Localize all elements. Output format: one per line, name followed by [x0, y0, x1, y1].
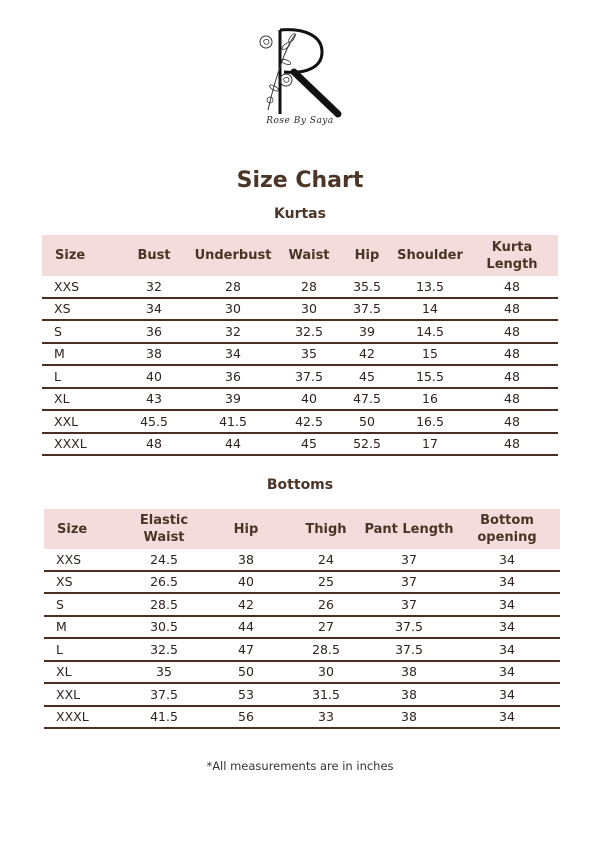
measurement-cell: 37 — [364, 593, 454, 616]
column-header: Shoulder — [394, 235, 466, 276]
kurtas-heading: Kurtas — [274, 206, 326, 222]
size-label-cell: XS — [42, 298, 120, 321]
size-label-cell: XS — [44, 571, 124, 594]
measurement-cell: 16 — [394, 388, 466, 411]
measurement-cell: 36 — [120, 320, 188, 343]
measurement-cell: 42 — [204, 593, 288, 616]
measurement-cell: 45.5 — [120, 410, 188, 433]
column-header: Bottom opening — [454, 509, 560, 549]
column-header: Hip — [340, 235, 394, 276]
measurement-cell: 37.5 — [364, 616, 454, 639]
measurement-cell: 44 — [188, 433, 278, 456]
table-row — [42, 410, 558, 433]
measurement-cell: 37.5 — [364, 638, 454, 661]
measurement-cell: 30 — [288, 661, 364, 684]
table-row — [42, 276, 558, 298]
table-row — [42, 343, 558, 366]
measurement-cell: 48 — [466, 320, 558, 343]
table-row — [44, 593, 560, 616]
measurement-cell: 28 — [188, 276, 278, 298]
measurement-cell: 35 — [278, 343, 340, 366]
measurement-cell: 48 — [466, 388, 558, 411]
table-row — [44, 616, 560, 639]
measurement-cell: 30 — [188, 298, 278, 321]
measurement-cell: 25 — [288, 571, 364, 594]
measurement-cell: 33 — [288, 706, 364, 729]
measurement-cell: 48 — [120, 433, 188, 456]
size-label-cell: XXS — [44, 549, 124, 571]
size-label-cell: S — [44, 593, 124, 616]
measurement-cell: 47 — [204, 638, 288, 661]
measurement-cell: 34 — [454, 616, 560, 639]
measurement-cell: 34 — [454, 593, 560, 616]
size-label-cell: XXXL — [44, 706, 124, 729]
measurement-cell: 36 — [188, 365, 278, 388]
measurement-cell: 38 — [364, 706, 454, 729]
measurement-cell: 52.5 — [340, 433, 394, 456]
measurement-cell: 40 — [120, 365, 188, 388]
column-header: Waist — [278, 235, 340, 276]
column-header: Pant Length — [364, 509, 454, 549]
measurement-cell: 43 — [120, 388, 188, 411]
measurement-cell: 35 — [124, 661, 204, 684]
measurement-cell: 28.5 — [288, 638, 364, 661]
table-header-row — [44, 509, 560, 549]
size-label-cell: M — [42, 343, 120, 366]
measurement-cell: 39 — [188, 388, 278, 411]
measurement-cell: 48 — [466, 410, 558, 433]
measurement-cell: 50 — [204, 661, 288, 684]
table-row — [42, 388, 558, 411]
table-row — [44, 571, 560, 594]
measurement-cell: 32.5 — [124, 638, 204, 661]
measurement-cell: 14 — [394, 298, 466, 321]
page-title: Size Chart — [236, 168, 364, 193]
measurement-cell: 38 — [364, 661, 454, 684]
measurement-cell: 34 — [454, 549, 560, 571]
measurement-cell: 14.5 — [394, 320, 466, 343]
measurement-cell: 26.5 — [124, 571, 204, 594]
measurement-cell: 28.5 — [124, 593, 204, 616]
table-row — [44, 638, 560, 661]
column-header: Elastic Waist — [124, 509, 204, 549]
measurement-cell: 37 — [364, 571, 454, 594]
measurement-cell: 15.5 — [394, 365, 466, 388]
measurement-cell: 48 — [466, 433, 558, 456]
measurement-cell: 44 — [204, 616, 288, 639]
measurement-cell: 34 — [120, 298, 188, 321]
measurement-cell: 31.5 — [288, 683, 364, 706]
measurement-cell: 45 — [340, 365, 394, 388]
measurement-cell: 38 — [364, 683, 454, 706]
size-label-cell: L — [44, 638, 124, 661]
measurement-cell: 16.5 — [394, 410, 466, 433]
table-row — [44, 661, 560, 684]
measurement-cell: 48 — [466, 365, 558, 388]
measurement-cell: 48 — [466, 343, 558, 366]
measurement-cell: 34 — [454, 661, 560, 684]
measurement-cell: 28 — [278, 276, 340, 298]
size-label-cell: S — [42, 320, 120, 343]
measurement-cell: 30.5 — [124, 616, 204, 639]
kurtas-size-table — [42, 235, 558, 456]
measurement-cell: 50 — [340, 410, 394, 433]
size-label-cell: XXL — [42, 410, 120, 433]
measurement-cell: 34 — [454, 683, 560, 706]
size-label-cell: XXL — [44, 683, 124, 706]
table-row — [44, 706, 560, 729]
size-label-cell: M — [44, 616, 124, 639]
table-row — [42, 298, 558, 321]
measurement-cell: 37.5 — [124, 683, 204, 706]
measurement-cell: 41.5 — [188, 410, 278, 433]
column-header: Thigh — [288, 509, 364, 549]
table-header-row — [42, 235, 558, 276]
column-header: Kurta Length — [466, 235, 558, 276]
measurement-cell: 41.5 — [124, 706, 204, 729]
measurement-cell: 32.5 — [278, 320, 340, 343]
table-row — [42, 320, 558, 343]
measurement-cell: 42 — [340, 343, 394, 366]
table-row — [42, 365, 558, 388]
measurement-cell: 48 — [466, 298, 558, 321]
column-header: Bust — [120, 235, 188, 276]
measurement-cell: 30 — [278, 298, 340, 321]
measurement-cell: 39 — [340, 320, 394, 343]
measurement-cell: 13.5 — [394, 276, 466, 298]
size-label-cell: XXS — [42, 276, 120, 298]
measurement-cell: 40 — [278, 388, 340, 411]
measurement-cell: 24.5 — [124, 549, 204, 571]
measurement-cell: 48 — [466, 276, 558, 298]
measurement-cell: 35.5 — [340, 276, 394, 298]
size-label-cell: XL — [44, 661, 124, 684]
measurement-cell: 37.5 — [340, 298, 394, 321]
bottoms-size-table — [44, 509, 560, 729]
measurement-cell: 42.5 — [278, 410, 340, 433]
measurement-cell: 38 — [204, 549, 288, 571]
brand-tagline: Rose By Saya — [266, 116, 334, 126]
column-header: Size — [44, 509, 124, 549]
bottoms-heading: Bottoms — [266, 477, 334, 493]
measurement-cell: 38 — [120, 343, 188, 366]
measurement-cell: 17 — [394, 433, 466, 456]
measurement-cell: 32 — [120, 276, 188, 298]
column-header: Hip — [204, 509, 288, 549]
measurement-cell: 15 — [394, 343, 466, 366]
size-label-cell: XXXL — [42, 433, 120, 456]
measurement-cell: 37.5 — [278, 365, 340, 388]
table-row — [42, 433, 558, 456]
measurement-cell: 40 — [204, 571, 288, 594]
measurement-cell: 37 — [364, 549, 454, 571]
column-header: Size — [42, 235, 120, 276]
size-label-cell: XL — [42, 388, 120, 411]
measurement-cell: 26 — [288, 593, 364, 616]
measurement-cell: 47.5 — [340, 388, 394, 411]
measurement-cell: 34 — [454, 571, 560, 594]
measurement-cell: 32 — [188, 320, 278, 343]
measurement-footnote: *All measurements are in inches — [206, 759, 394, 773]
measurement-cell: 34 — [188, 343, 278, 366]
measurement-cell: 45 — [278, 433, 340, 456]
table-row — [44, 683, 560, 706]
size-label-cell: L — [42, 365, 120, 388]
measurement-cell: 34 — [454, 706, 560, 729]
measurement-cell: 56 — [204, 706, 288, 729]
measurement-cell: 24 — [288, 549, 364, 571]
measurement-cell: 34 — [454, 638, 560, 661]
table-row — [44, 549, 560, 571]
measurement-cell: 27 — [288, 616, 364, 639]
measurement-cell: 53 — [204, 683, 288, 706]
column-header: Underbust — [188, 235, 278, 276]
